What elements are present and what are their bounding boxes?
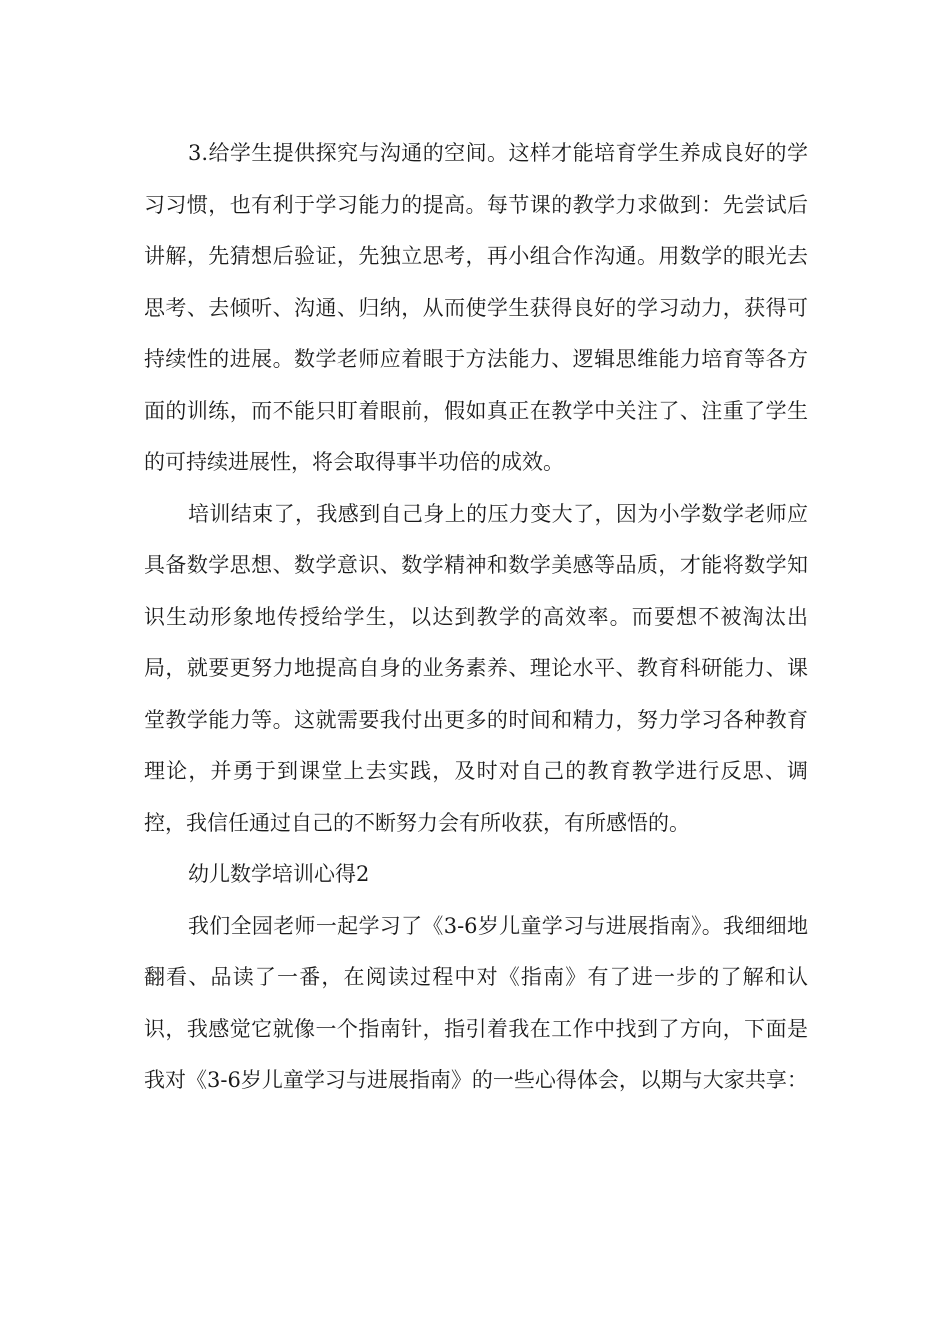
paragraph-1: 3.给学生提供探究与沟通的空间。这样才能培育学生养成良好的学习习惯，也有利于学习能力的提高。每节课的教学力求做到：先尝试后讲解，先猜想后验证，先独立思考，再小组合作沟通。用数学的眼光去思考、去倾听、沟通、归纳，从而使学生获得良好的学习动力，获得可持续性的进展。数学老师应着眼于方法能力、逻辑思维能力培育等各方面的训练，而不能只盯着眼前，假如真正在教学中关注了、注重了学生的可持续进展性，将会取得事半功倍的成效。 xyxy=(144,141,808,474)
section-heading: 幼儿数学培训心得2 xyxy=(188,862,370,886)
paragraph-3: 我们全园老师一起学习了《3-6岁儿童学习与进展指南》。我细细地翻看、品读了一番，在阅读过程中对《指南》有了进一步的了解和认识，我感觉它就像一个指南针，指引着我在工作中找到了方向，下面是我对《3-6岁儿童学习与进展指南》的一些心得体会，以期与大家共享： xyxy=(144,913,808,1092)
paragraph-2: 培训结束了，我感到自己身上的压力变大了，因为小学数学老师应具备数学思想、数学意识、数学精神和数学美感等品质，才能将数学知识生动形象地传授给学生，以达到教学的高效率。而要想不被淘汰出局，就要更努力地提高自身的业务素养、理论水平、教育科研能力、课堂教学能力等。这就需要我付出更多的时间和精力，努力学习各种教育理论，并勇于到课堂上去实践，及时对自己的教育教学进行反思、调控，我信任通过自己的不断努力会有所收获，有所感悟的。 xyxy=(144,501,808,835)
document-page xyxy=(144,128,808,1107)
